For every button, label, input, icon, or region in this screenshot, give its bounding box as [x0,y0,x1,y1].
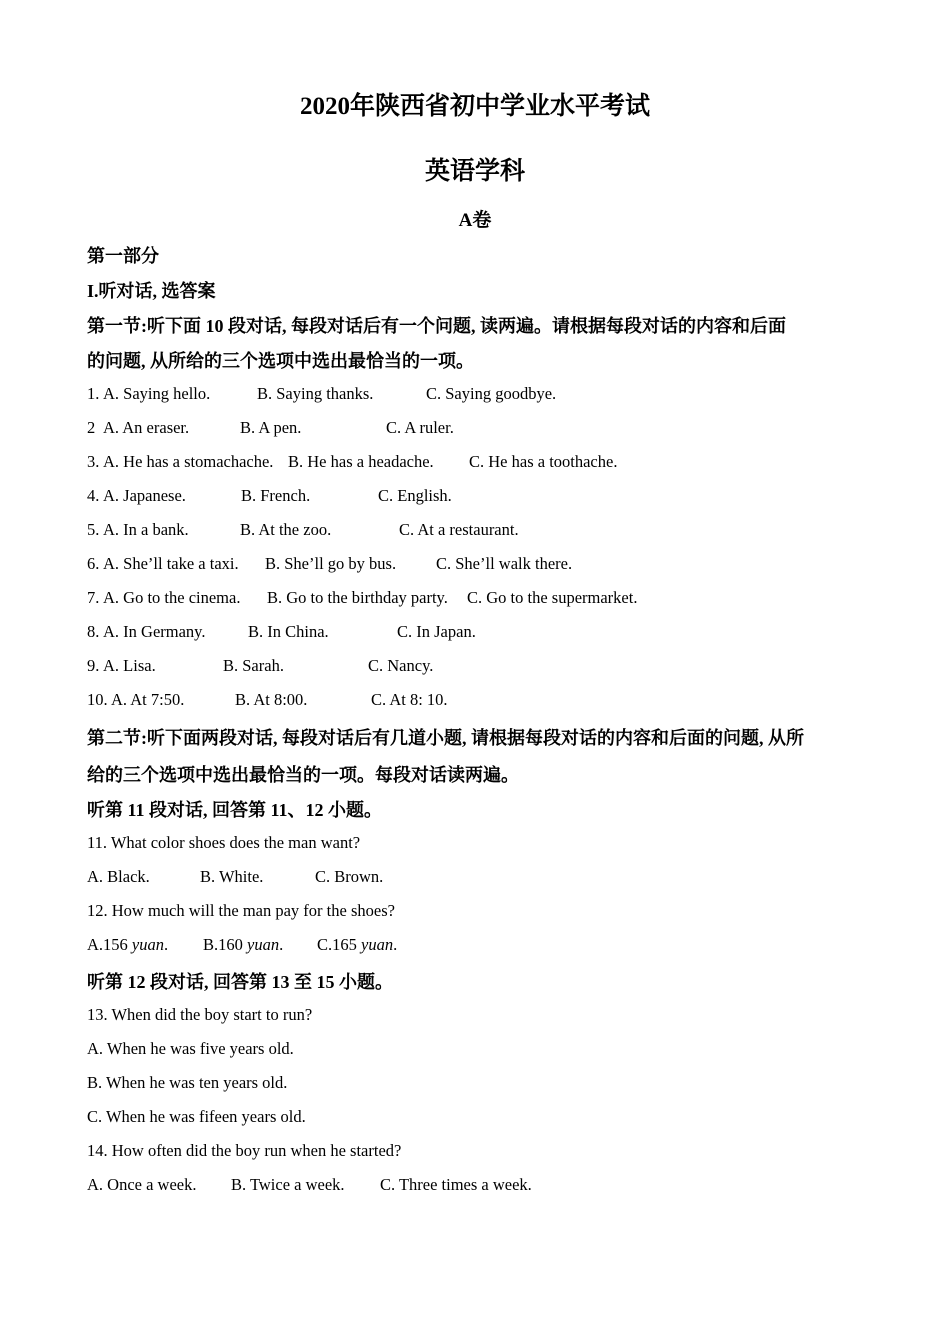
option-c: C. Saying goodbye. [426,384,557,403]
option-b: B. Twice a week. [231,1175,345,1194]
question-13: 13. When did the boy start to run? [87,1005,313,1024]
option-a: A. Go to the cinema. [103,588,241,607]
option-a: A. In a bank. [103,520,189,539]
option-a: A. In Germany. [103,622,206,641]
question-number: 8. [87,622,100,641]
part-label: 第一部分 [87,246,159,266]
option-b: B. She’ll go by bus. [265,554,397,573]
option-a: A. At 7:50. [111,690,185,709]
question-12: 12. How much will the man pay for the shoes? [87,901,395,920]
question-number: 9. [87,656,100,675]
option-c: C. In Japan. [397,622,476,641]
option-c: C. Three times a week. [380,1175,532,1194]
option-b: B. In China. [248,622,329,641]
question-number: 4. [87,486,100,505]
option-c: C. At a restaurant. [399,520,519,539]
option-c: C. At 8: 10. [371,690,448,709]
question-number: 3. [87,452,100,471]
option-a: A. An eraser. [103,418,190,437]
question-number: 10. [87,690,108,709]
question-14: 14. How often did the boy run when he started? [87,1141,402,1160]
dialog-11-header: 听第 11 段对话, 回答第 11、12 小题。 [87,800,383,820]
option-b: B. French. [241,486,311,505]
option-a: A. Lisa. [103,656,156,675]
option-b: B. Go to the birthday party. [267,588,448,607]
option-c: C. Nancy. [368,656,434,675]
option-b: B. At the zoo. [240,520,332,539]
option-c: C. A ruler. [386,418,454,437]
section1-instruction-line1: 第一节:听下面 10 段对话, 每段对话后有一个问题, 读两遍。请根据每段对话的内容和后面 [87,316,786,336]
question-number: 1. [87,384,100,403]
option-b: B. He has a headache. [288,452,434,471]
option-b: B. At 8:00. [235,690,308,709]
question-number: 7. [87,588,100,607]
option-c: C. He has a toothache. [469,452,618,471]
dialog-12-header: 听第 12 段对话, 回答第 13 至 15 小题。 [87,972,393,992]
exam-title: 2020年陕西省初中学业水平考试 [299,93,650,120]
section1-instruction-line2: 的问题, 从所给的三个选项中选出最恰当的一项。 [87,351,474,371]
exam-subject: 英语学科 [424,158,525,185]
exam-paper-label: A卷 [458,210,492,231]
question-13-option-c: C. When he was fifeen years old. [87,1107,306,1126]
question-13-option-a: A. When he was five years old. [87,1039,294,1058]
question-number: 5. [87,520,100,539]
option-c: C. Brown. [315,867,384,886]
option-a: A. Japanese. [103,486,186,505]
option-b: B. Sarah. [223,656,284,675]
option-c: C. Go to the supermarket. [467,588,638,607]
option-b: B. A pen. [240,418,302,437]
option-a: A. He has a stomachache. [103,452,274,471]
question-13-option-b: B. When he was ten years old. [87,1073,288,1092]
option-b: B. White. [200,867,264,886]
option-c: C. She’ll walk there. [436,554,573,573]
question-11: 11. What color shoes does the man want? [87,833,361,852]
option-a: A. Saying hello. [103,384,211,403]
section2-instruction-line1: 第二节:听下面两段对话, 每段对话后有几道小题, 请根据每段对话的内容和后面的问题, 从所 [87,728,804,748]
option-c: C. English. [378,486,452,505]
option-c: C.165 yuan. [317,935,398,954]
option-a: A. Once a week. [87,1175,197,1194]
option-b: B. Saying thanks. [257,384,374,403]
question-number: 6. [87,554,100,573]
question-number: 2 [87,418,96,437]
option-a: A. She’ll take a taxi. [103,554,239,573]
option-a: A.156 yuan. [87,935,169,954]
option-b: B.160 yuan. [203,935,284,954]
option-a: A. Black. [87,867,150,886]
section-label: I.听对话, 选答案 [87,281,216,301]
section2-instruction-line2: 给的三个选项中选出最恰当的一项。每段对话读两遍。 [87,765,519,785]
